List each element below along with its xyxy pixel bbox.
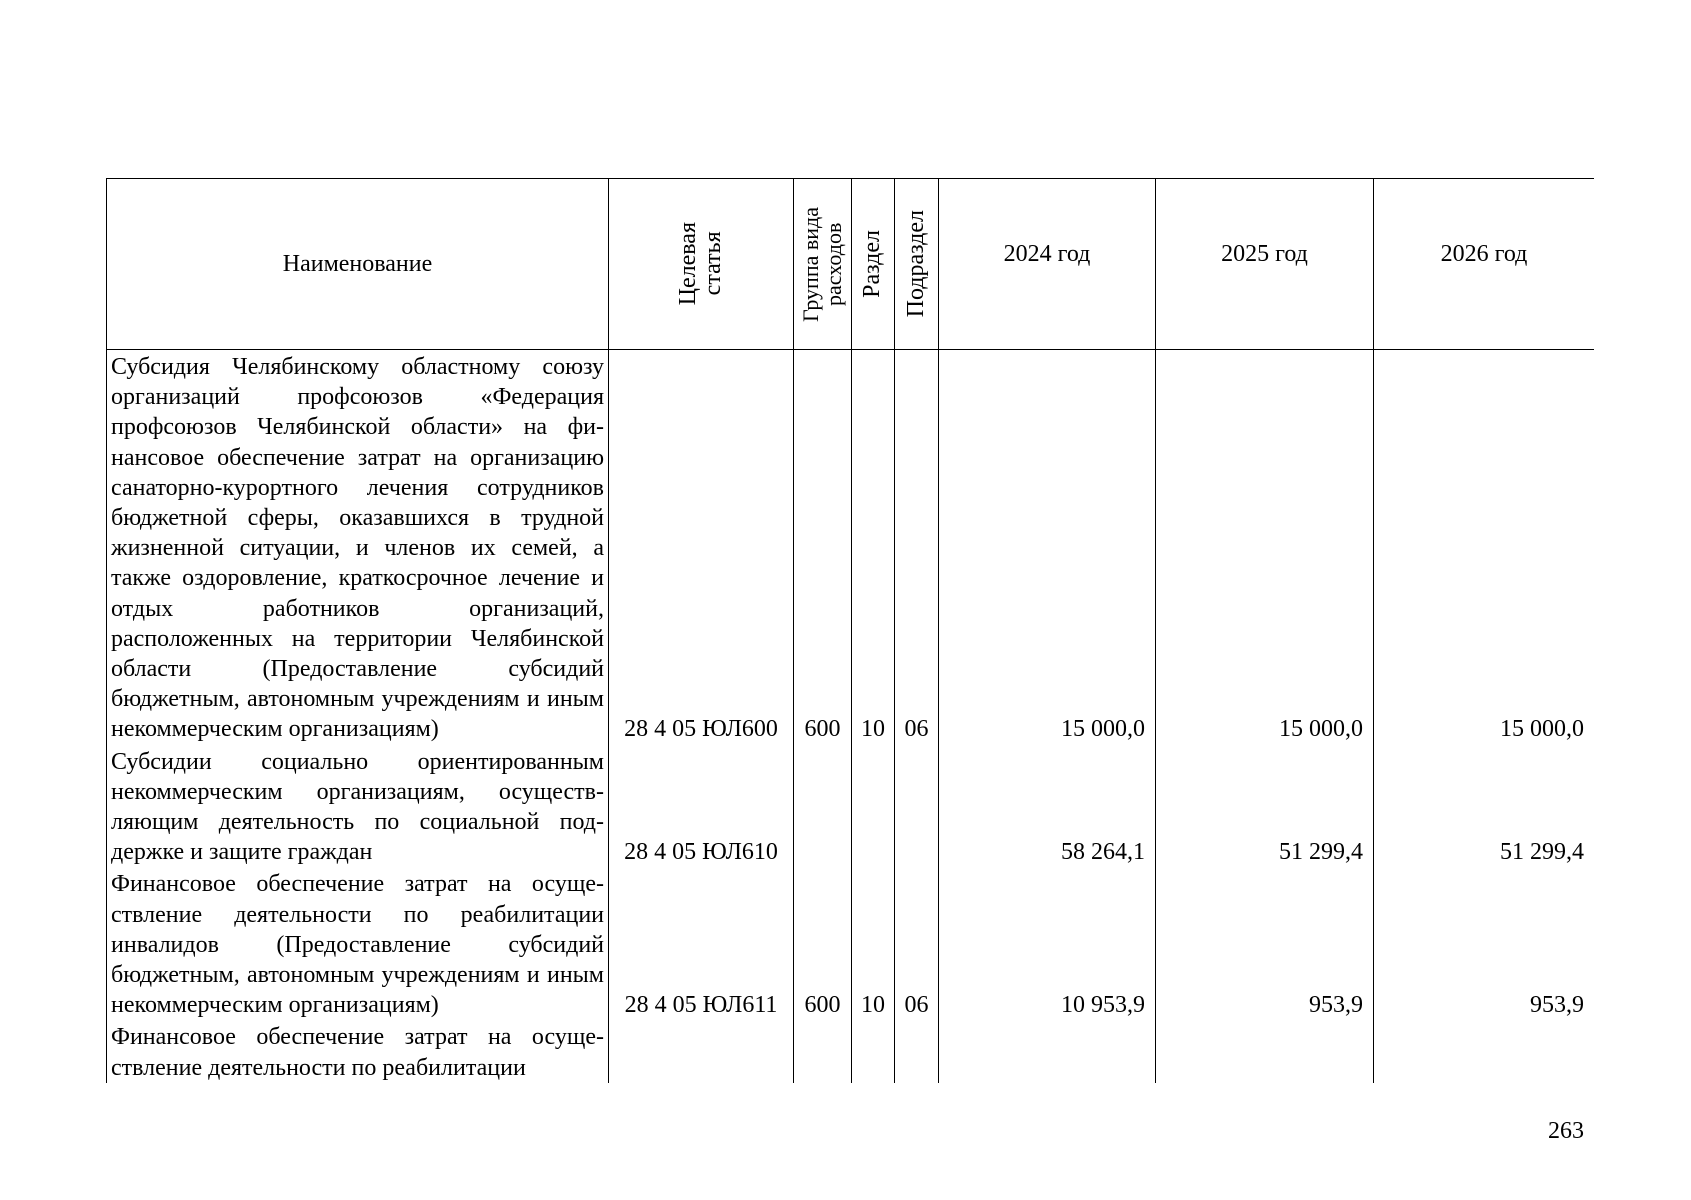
row-target-article: 28 4 05 ЮЛ610 (609, 745, 794, 868)
row-amount-2024: 15 000,0 (939, 350, 1156, 745)
header-expense-group (794, 179, 852, 350)
row-name: Финансовое обеспечение затрат на осуществление деятельности по реабилитации (107, 1020, 609, 1082)
row-target-article: 28 4 05 ЮЛ600 (609, 350, 794, 745)
row-amount-2024: 58 264,1 (939, 745, 1156, 868)
row-target-article (609, 1020, 794, 1082)
table-header-row (107, 179, 1595, 350)
row-amount-2024 (939, 1020, 1156, 1082)
row-subsection: 06 (895, 350, 939, 745)
row-expense-group: 600 (794, 867, 852, 1020)
header-target-article (609, 179, 794, 350)
header-year-2024: 2024 год (939, 179, 1156, 350)
row-expense-group: 600 (794, 350, 852, 745)
table-row (107, 350, 1595, 745)
table-row (107, 745, 1595, 868)
row-name: Субсидии социально ориентированным некоммерческим организациям, осуществляющим деятельность по социальной поддержке и защите граждан (107, 745, 609, 868)
budget-table-container (106, 178, 1594, 1096)
row-section (852, 1020, 895, 1082)
budget-table (106, 178, 1594, 1083)
page-number: 263 (1548, 1118, 1584, 1144)
row-section: 10 (852, 867, 895, 1020)
header-target-article-label: Целевая статья (674, 222, 726, 306)
header-name: Наименование (107, 179, 609, 350)
table-row (107, 867, 1595, 1020)
row-amount-2025: 953,9 (1156, 867, 1374, 1020)
row-name: Субсидия Челябинскому областному союзу организаций профсоюзов «Федерация профсоюзов Челябинской области» на финансовое обеспечение затрат на организацию санаторно-курортного лечения сотрудников бюджетной сферы, оказавшихся в трудной жизненной ситуации, и членов их семей, а также оздоровление, краткосрочное лечение и отдых работников организаций, расположенных на территории Челябинской области (Предоставление субсидий бюджетным, автономным учреждениям и иным некоммерческим организациям) (107, 350, 609, 745)
row-subsection (895, 1020, 939, 1082)
header-section (852, 179, 895, 350)
row-amount-2026: 15 000,0 (1374, 350, 1595, 745)
table-row (107, 1020, 1595, 1082)
row-section: 10 (852, 350, 895, 745)
row-amount-2025: 51 299,4 (1156, 745, 1374, 868)
header-subsection-label: Подраздел (902, 210, 929, 318)
row-amount-2025 (1156, 1020, 1374, 1082)
row-amount-2026 (1374, 1020, 1595, 1082)
row-subsection: 06 (895, 867, 939, 1020)
row-amount-2024: 10 953,9 (939, 867, 1156, 1020)
header-expense-group-label: Группа вида расходов (798, 206, 847, 322)
row-expense-group (794, 1020, 852, 1082)
row-amount-2026: 953,9 (1374, 867, 1595, 1020)
row-target-article: 28 4 05 ЮЛ611 (609, 867, 794, 1020)
header-subsection (895, 179, 939, 350)
header-year-2026: 2026 год (1374, 179, 1595, 350)
header-year-2025: 2025 год (1156, 179, 1374, 350)
row-amount-2026: 51 299,4 (1374, 745, 1595, 868)
header-section-label: Раздел (859, 230, 886, 298)
row-amount-2025: 15 000,0 (1156, 350, 1374, 745)
row-subsection (895, 745, 939, 868)
row-name: Финансовое обеспечение затрат на осуществление деятельности по реабилитации инвалидов (Предоставление субсидий бюджетным, автономным учреждениям и иным некоммерческим организациям) (107, 867, 609, 1020)
row-section (852, 745, 895, 868)
row-expense-group (794, 745, 852, 868)
